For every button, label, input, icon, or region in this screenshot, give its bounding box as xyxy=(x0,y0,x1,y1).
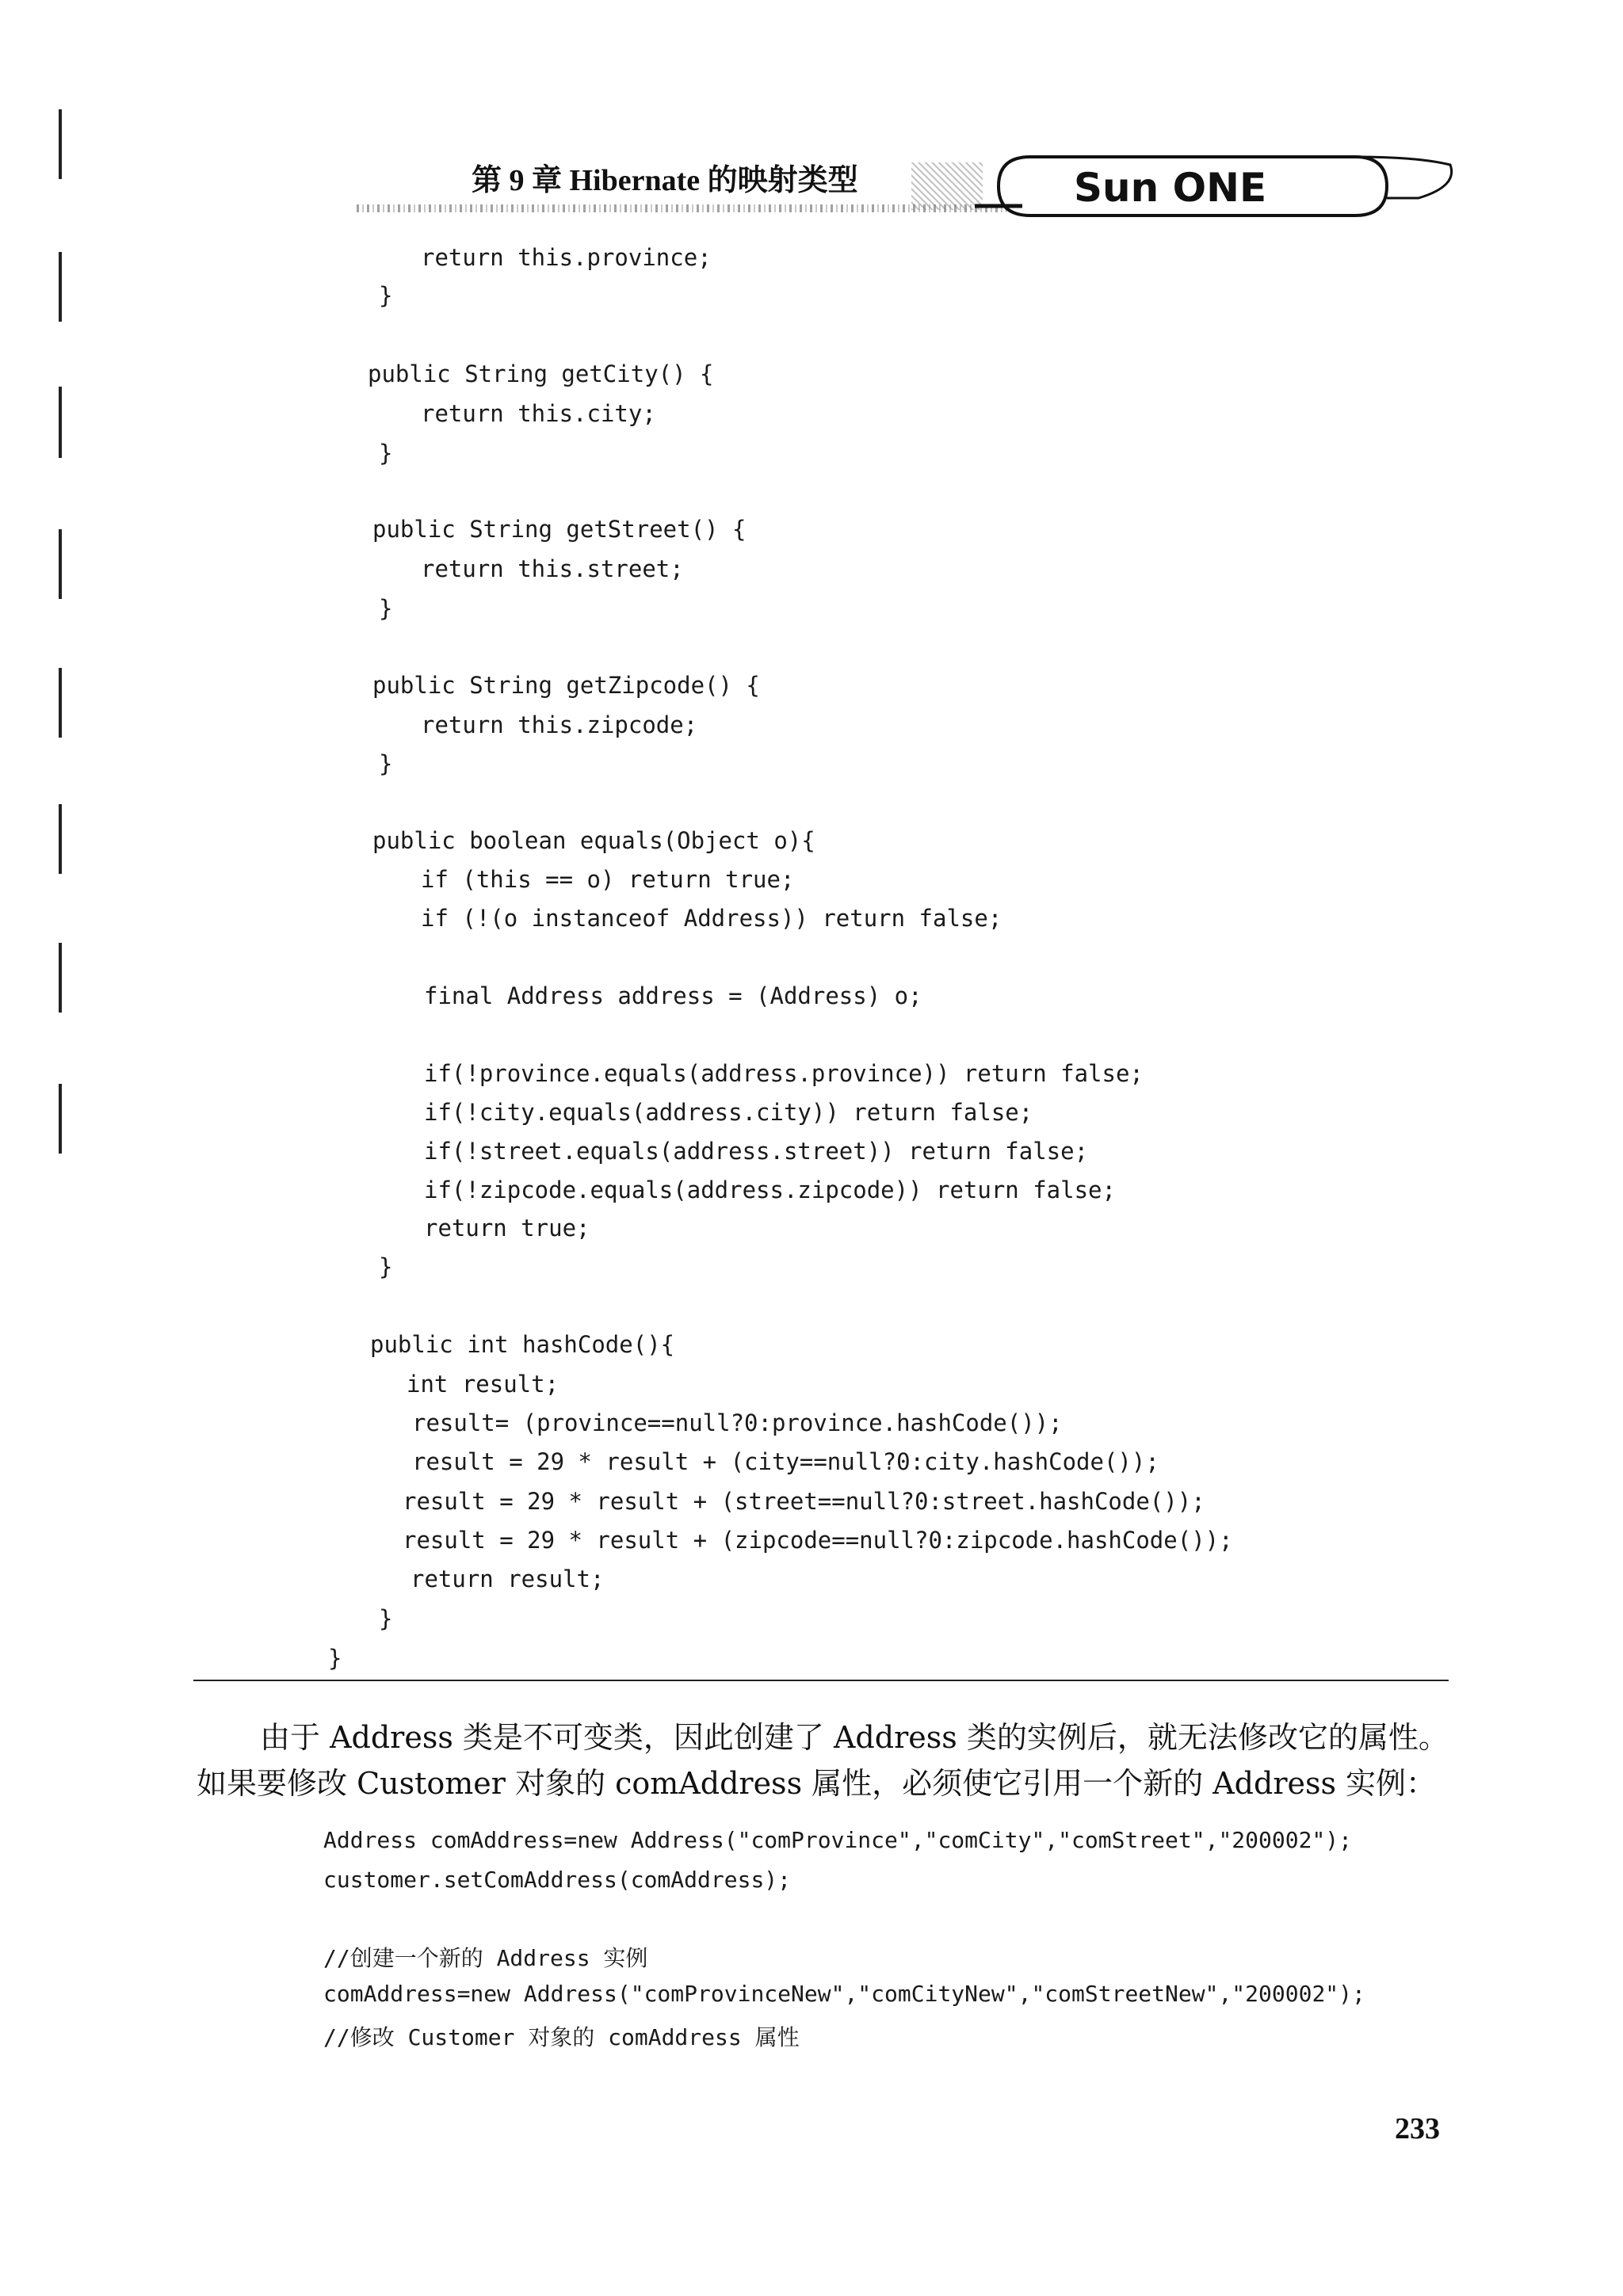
example-code-line: Address comAddress=new Address("comProvince","comCity","comStreet","200002"); xyxy=(323,1827,1353,1853)
example-code-line: customer.setComAddress(comAddress); xyxy=(323,1867,792,1893)
code-line: } xyxy=(379,595,393,622)
code-line: if (this == o) return true; xyxy=(421,866,795,893)
code-line: } xyxy=(379,1253,393,1280)
page-number: 233 xyxy=(1395,2112,1440,2145)
header-decoration xyxy=(911,162,983,210)
code-line: } xyxy=(379,282,393,309)
code-line: result= (province==null?0:province.hashCode()); xyxy=(412,1409,1063,1436)
margin-bar xyxy=(59,668,62,738)
code-line: public String getZipcode() { xyxy=(372,672,760,699)
code-line: public String getStreet() { xyxy=(372,516,747,543)
code-line: if(!city.equals(address.city)) return false; xyxy=(424,1099,1033,1126)
section-divider xyxy=(193,1680,1449,1681)
code-line: int result; xyxy=(407,1371,559,1398)
paragraph-line: 如果要修改 Customer 对象的 comAddress 属性，必须使它引用一个新的 Address 实例： xyxy=(197,1766,1437,1801)
example-code-line: //创建一个新的 Address 实例 xyxy=(323,1945,648,1971)
example-code-line: comAddress=new Address("comProvinceNew","comCityNew","comStreetNew","200002"); xyxy=(323,1981,1365,2007)
code-line: } xyxy=(379,440,393,467)
paragraph-line: 由于 Address 类是不可变类，因此创建了 Address 类的实例后，就无法修改它的属性。 xyxy=(260,1720,1449,1755)
code-line: return this.street; xyxy=(421,555,684,582)
code-line: result = 29 * result + (street==null?0:street.hashCode()); xyxy=(403,1488,1205,1515)
code-line: } xyxy=(379,1605,393,1632)
code-line: return this.zipcode; xyxy=(421,711,698,738)
code-line: result = 29 * result + (zipcode==null?0:zipcode.hashCode()); xyxy=(403,1527,1233,1554)
margin-bar xyxy=(59,109,62,179)
code-line: public boolean equals(Object o){ xyxy=(372,827,815,854)
header-decoration xyxy=(357,204,1006,212)
code-line: } xyxy=(328,1645,342,1672)
code-line: result = 29 * result + (city==null?0:city.hashCode()); xyxy=(412,1448,1159,1475)
margin-bar xyxy=(59,252,62,322)
code-line: } xyxy=(379,750,393,777)
brand-text: Sun ONE xyxy=(1074,165,1267,211)
code-line: final Address address = (Address) o; xyxy=(424,982,922,1009)
code-line: if (!(o instanceof Address)) return false; xyxy=(421,905,1002,932)
code-line: if(!street.equals(address.street)) return false; xyxy=(424,1138,1089,1165)
margin-bar xyxy=(59,1084,62,1154)
chapter-title: 第 9 章 Hibernate 的映射类型 xyxy=(472,164,858,197)
code-line: public int hashCode(){ xyxy=(370,1331,675,1358)
margin-bar xyxy=(59,943,62,1013)
margin-bar xyxy=(59,387,62,458)
code-line: public String getCity() { xyxy=(368,360,714,387)
sun-one-logo xyxy=(975,151,1458,222)
code-line: if(!zipcode.equals(address.zipcode)) return false; xyxy=(424,1177,1116,1203)
margin-bar xyxy=(59,804,62,874)
margin-bar xyxy=(59,529,62,599)
code-line: return true; xyxy=(424,1215,590,1241)
code-line: return this.city; xyxy=(421,400,656,427)
code-line: return result; xyxy=(411,1566,605,1592)
code-line: return this.province; xyxy=(421,244,712,271)
code-line: if(!province.equals(address.province)) return false; xyxy=(424,1060,1144,1087)
example-code-line: //修改 Customer 对象的 comAddress 属性 xyxy=(323,2024,800,2050)
